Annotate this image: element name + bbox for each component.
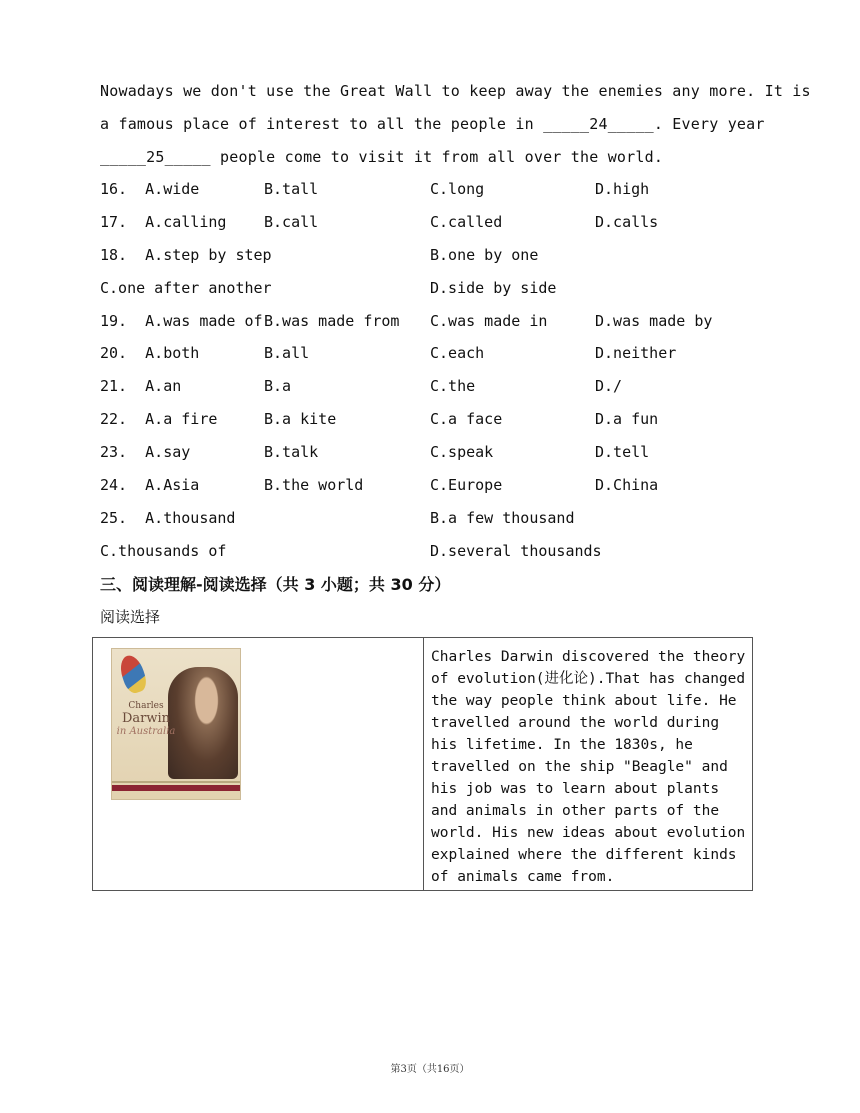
option-b: B.call	[264, 213, 319, 231]
option-d: D.tell	[595, 443, 650, 461]
question-17	[100, 213, 760, 235]
option-b: B.all	[264, 344, 310, 362]
option-d: D.was made by	[595, 312, 713, 330]
option-d: D.a fun	[595, 410, 659, 428]
question-25	[100, 509, 760, 531]
question-24	[100, 476, 760, 498]
question-number-option-a: 24. A.Asia	[100, 476, 200, 494]
cover-stripe	[112, 781, 240, 783]
question-number-option-a: 25. A.thousand	[100, 509, 236, 527]
page-footer: 第3页（共16页）	[390, 1064, 470, 1075]
question-number-option-a: 21. A.an	[100, 377, 182, 395]
option-b: B.the world	[264, 476, 364, 494]
option-c: C.was made in	[430, 312, 548, 330]
question-25-continued	[100, 542, 760, 564]
question-number-option-a: 19. A.was made of	[100, 312, 263, 330]
option-c: C.called	[430, 213, 503, 231]
question-number-option-a: 22. A.a fire	[100, 410, 218, 428]
option-c: C.each	[430, 344, 485, 362]
question-number-option-a: 23. A.say	[100, 443, 191, 461]
option-c: C.speak	[430, 443, 494, 461]
reading-passage: Charles Darwin discovered the theory of evolution(进化论).That has changed the way people think about life. He travelled around the world during his lifetime. In the 1830s, he travelled on the ship "Beagle" and his job was to learn about plants and animals in other parts of the world. His new ideas about evolution explained where the different kinds of animals came from.	[424, 638, 753, 891]
section-title: 三、阅读理解-阅读选择（共 3 小题；共 30 分）	[100, 575, 451, 594]
option-d: D.calls	[595, 213, 659, 231]
question-22	[100, 410, 760, 432]
question-18-continued	[100, 279, 760, 301]
option-b: B.tall	[264, 180, 319, 198]
option-d: D.side by side	[430, 279, 557, 297]
book-title-line: Darwin	[121, 711, 171, 726]
option-b: B.a	[264, 377, 292, 395]
option-c: C.thousands of	[100, 542, 227, 560]
passage-line: _____25_____ people come to visit it from all over the world.	[100, 148, 664, 166]
darwin-portrait	[168, 667, 238, 779]
question-number-option-a: 16. A.wide	[100, 180, 200, 198]
question-18	[100, 246, 760, 268]
option-d: D.China	[595, 476, 659, 494]
option-c: C.Europe	[430, 476, 503, 494]
option-b: B.a kite	[264, 410, 337, 428]
option-b: B.one by one	[430, 246, 539, 264]
question-number-option-a: 17. A.calling	[100, 213, 227, 231]
option-d: D./	[595, 377, 623, 395]
question-20	[100, 344, 760, 366]
option-b: B.a few thousand	[430, 509, 575, 527]
option-c: C.the	[430, 377, 476, 395]
question-number-option-a: 20. A.both	[100, 344, 200, 362]
image-cell	[93, 638, 424, 891]
parrot-illustration	[117, 653, 150, 696]
section-subtitle: 阅读选择	[100, 608, 161, 626]
option-c: C.a face	[430, 410, 503, 428]
book-title-line: Charles	[128, 701, 164, 711]
cover-band	[112, 785, 240, 791]
question-23	[100, 443, 760, 465]
question-16	[100, 180, 760, 202]
book-title-line: in Australia	[116, 726, 176, 737]
passage-line: a famous place of interest to all the people in _____24_____. Every year	[100, 115, 765, 133]
reading-table	[92, 637, 753, 891]
book-cover-title	[116, 701, 176, 737]
passage-line: Nowadays we don't use the Great Wall to keep away the enemies any more. It is	[100, 82, 811, 100]
option-d: D.several thousands	[430, 542, 602, 560]
option-d: D.high	[595, 180, 650, 198]
option-b: B.talk	[264, 443, 319, 461]
option-c: C.one after another	[100, 279, 272, 297]
book-cover-image	[111, 648, 241, 800]
question-number-option-a: 18. A.step by step	[100, 246, 272, 264]
option-c: C.long	[430, 180, 485, 198]
question-21	[100, 377, 760, 399]
option-d: D.neither	[595, 344, 677, 362]
question-19	[100, 312, 760, 334]
option-b: B.was made from	[264, 312, 400, 330]
